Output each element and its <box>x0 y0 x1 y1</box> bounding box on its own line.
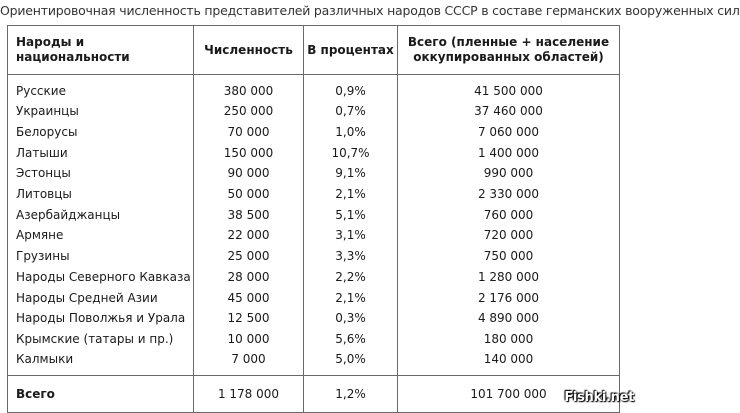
cell-count: 45 000 <box>194 287 304 308</box>
cell-nationality: Белорусы <box>8 122 194 143</box>
cell-total: 140 000 <box>398 349 620 376</box>
cell-count: 90 000 <box>194 163 304 184</box>
cell-percent: 5,1% <box>304 204 398 225</box>
cell-nationality: Азербайджанцы <box>8 204 194 225</box>
cell-percent: 2,2% <box>304 267 398 288</box>
cell-percent: 2,1% <box>304 287 398 308</box>
cell-count: 70 000 <box>194 122 304 143</box>
table-body <box>8 75 620 376</box>
cell-nationality: Латыши <box>8 142 194 163</box>
table-row <box>8 349 620 376</box>
cell-count: 50 000 <box>194 184 304 205</box>
cell-total: 750 000 <box>398 246 620 267</box>
cell-nationality: Грузины <box>8 246 194 267</box>
cell-total: 41 500 000 <box>398 75 620 102</box>
cell-count: 25 000 <box>194 246 304 267</box>
watermark-logo: Fishki.net <box>564 390 634 405</box>
cell-count: 7 000 <box>194 349 304 376</box>
cell-total: 760 000 <box>398 204 620 225</box>
table-row <box>8 308 620 329</box>
cell-count: 22 000 <box>194 225 304 246</box>
table-row <box>8 101 620 122</box>
table-row <box>8 225 620 246</box>
table-row <box>8 142 620 163</box>
cell-nationality: Народы Северного Кавказа <box>8 267 194 288</box>
cell-nationality: Калмыки <box>8 349 194 376</box>
cell-percent: 0,9% <box>304 75 398 102</box>
nationality-table <box>7 25 620 413</box>
cell-nationality: Народы Поволжья и Урала <box>8 308 194 329</box>
header-count: Численность <box>194 26 304 75</box>
cell-total: 1 280 000 <box>398 267 620 288</box>
cell-count: 250 000 <box>194 101 304 122</box>
cell-nationality: Русские <box>8 75 194 102</box>
cell-nationality: Крымские (татары и пр.) <box>8 329 194 350</box>
total-label: Всего <box>8 376 194 413</box>
table-row <box>8 184 620 205</box>
cell-total: 180 000 <box>398 329 620 350</box>
cell-count: 38 500 <box>194 204 304 225</box>
table-row <box>8 75 620 102</box>
header-row <box>8 26 620 75</box>
cell-nationality: Народы Средней Азии <box>8 287 194 308</box>
cell-percent: 3,3% <box>304 246 398 267</box>
cell-total: 2 176 000 <box>398 287 620 308</box>
cell-count: 380 000 <box>194 75 304 102</box>
cell-percent: 0,3% <box>304 308 398 329</box>
table-row <box>8 122 620 143</box>
cell-total: 4 890 000 <box>398 308 620 329</box>
header-total: Всего (пленные + население оккупированных областей) <box>398 26 620 75</box>
cell-percent: 9,1% <box>304 163 398 184</box>
table-row <box>8 204 620 225</box>
table-row <box>8 163 620 184</box>
total-percent: 1,2% <box>304 376 398 413</box>
cell-percent: 3,1% <box>304 225 398 246</box>
cell-nationality: Эстонцы <box>8 163 194 184</box>
cell-percent: 10,7% <box>304 142 398 163</box>
cell-count: 28 000 <box>194 267 304 288</box>
header-nationality: Народы и национальности <box>8 26 194 75</box>
table-row <box>8 287 620 308</box>
cell-total: 1 400 000 <box>398 142 620 163</box>
cell-total: 720 000 <box>398 225 620 246</box>
cell-percent: 0,7% <box>304 101 398 122</box>
table-row <box>8 329 620 350</box>
cell-percent: 5,0% <box>304 349 398 376</box>
cell-count: 12 500 <box>194 308 304 329</box>
total-count: 1 178 000 <box>194 376 304 413</box>
cell-nationality: Украинцы <box>8 101 194 122</box>
cell-nationality: Армяне <box>8 225 194 246</box>
cell-percent: 2,1% <box>304 184 398 205</box>
table-row <box>8 246 620 267</box>
header-percent: В процентах <box>304 26 398 75</box>
cell-count: 150 000 <box>194 142 304 163</box>
cell-total: 2 330 000 <box>398 184 620 205</box>
table-caption: Ориентировочная численность представителей различных народов СССР в составе германских вооруженных сил <box>0 3 740 18</box>
cell-total: 7 060 000 <box>398 122 620 143</box>
cell-percent: 1,0% <box>304 122 398 143</box>
cell-total: 37 460 000 <box>398 101 620 122</box>
total-row <box>8 376 620 413</box>
table-row <box>8 267 620 288</box>
total-all: 101 700 000 <box>398 376 620 413</box>
cell-nationality: Литовцы <box>8 184 194 205</box>
cell-percent: 5,6% <box>304 329 398 350</box>
cell-total: 990 000 <box>398 163 620 184</box>
cell-count: 10 000 <box>194 329 304 350</box>
